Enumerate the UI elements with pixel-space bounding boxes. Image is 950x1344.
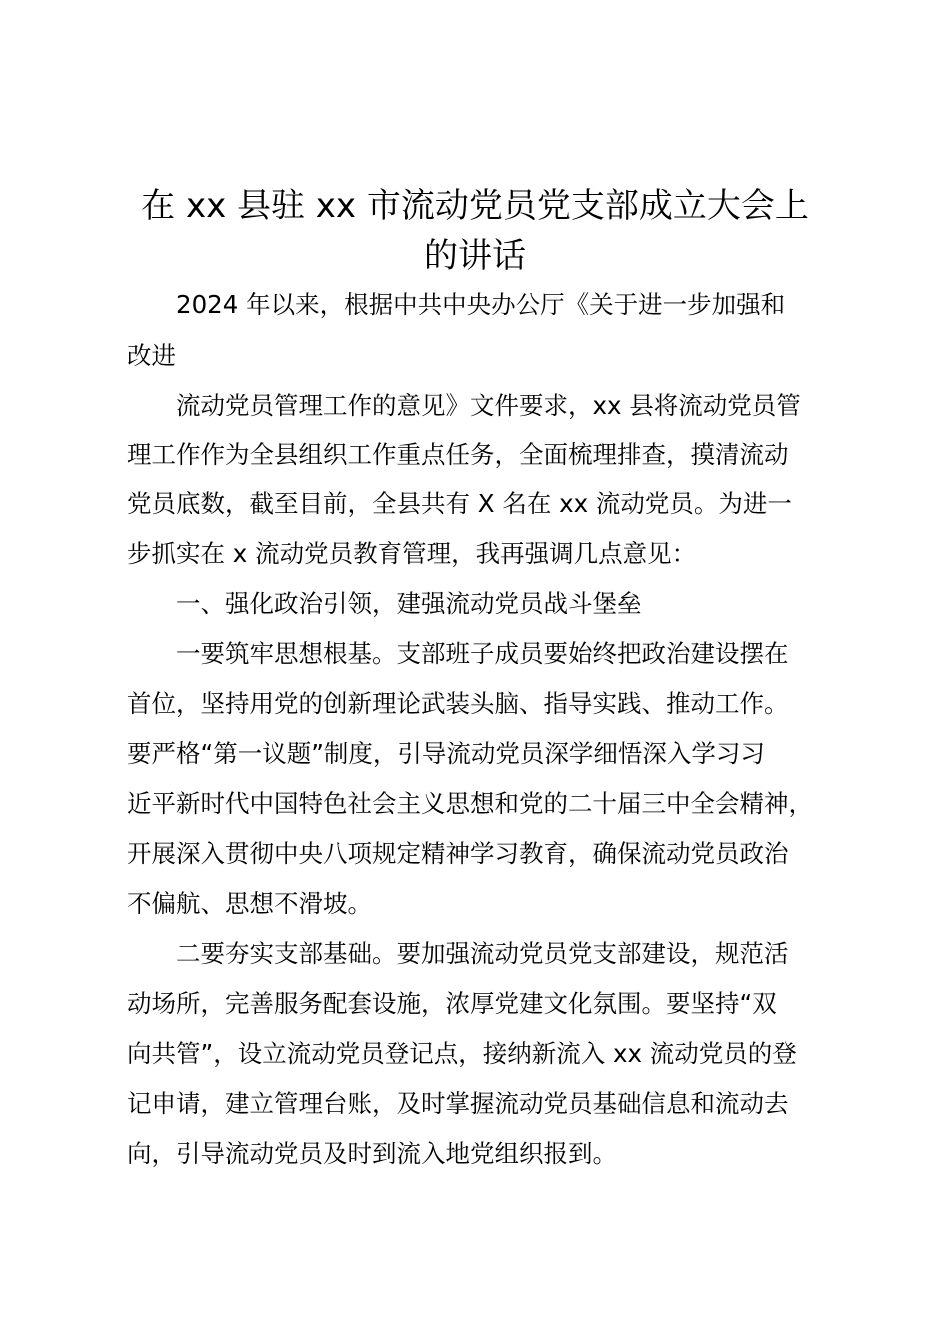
paragraph-line: 要严格“第一议题”制度，引导流动党员深学细悟深入学习习 <box>127 739 765 768</box>
paragraph-line: 改进 <box>127 341 176 370</box>
paragraph-line: 向共管”，设立流动党员登记点，接纳新流入 xx 流动党员的登 <box>127 1039 797 1068</box>
paragraph-line: 步抓实在 x 流动党员教育管理，我再强调几点意见： <box>127 539 697 568</box>
document-title-line-1: 在 xx 县驻 xx 市流动党员党支部成立大会上 <box>141 186 809 226</box>
paragraph-line: 一要筑牢思想根基。支部班子成员要始终把政治建设摆在 <box>176 639 789 668</box>
document-title-line-2: 的讲话 <box>424 236 526 276</box>
paragraph-line: 不偏航、思想不滑坡。 <box>127 889 372 918</box>
paragraph-line: 近平新时代中国特色社会主义思想和党的二十届三中全会精神， <box>127 789 813 818</box>
section-heading: 一、强化政治引领，建强流动党员战斗堡垒 <box>176 589 642 618</box>
paragraph-line: 首位，坚持用党的创新理论武装头脑、指导实践、推动工作。 <box>127 689 789 718</box>
paragraph-line: 开展深入贯彻中央八项规定精神学习教育，确保流动党员政治 <box>127 839 789 868</box>
paragraph-line: 流动党员管理工作的意见》文件要求，xx 县将流动党员管 <box>176 391 801 420</box>
paragraph-line: 2024 年以来，根据中共中央办公厅《关于进一步加强和 <box>176 290 786 319</box>
paragraph-line: 理工作作为全县组织工作重点任务，全面梳理排查，摸清流动 <box>127 440 789 469</box>
paragraph-line: 向，引导流动党员及时到流入地党组织报到。 <box>127 1139 617 1168</box>
paragraph-line: 动场所，完善服务配套设施，浓厚党建文化氛围。要坚持“双 <box>127 989 777 1018</box>
paragraph-line: 二要夯实支部基础。要加强流动党员党支部建设，规范活 <box>176 939 789 968</box>
paragraph-line: 记申请，建立管理台账，及时掌握流动党员基础信息和流动去 <box>127 1089 789 1118</box>
paragraph-line: 党员底数，截至目前，全县共有 X 名在 xx 流动党员。为进一 <box>127 489 792 518</box>
